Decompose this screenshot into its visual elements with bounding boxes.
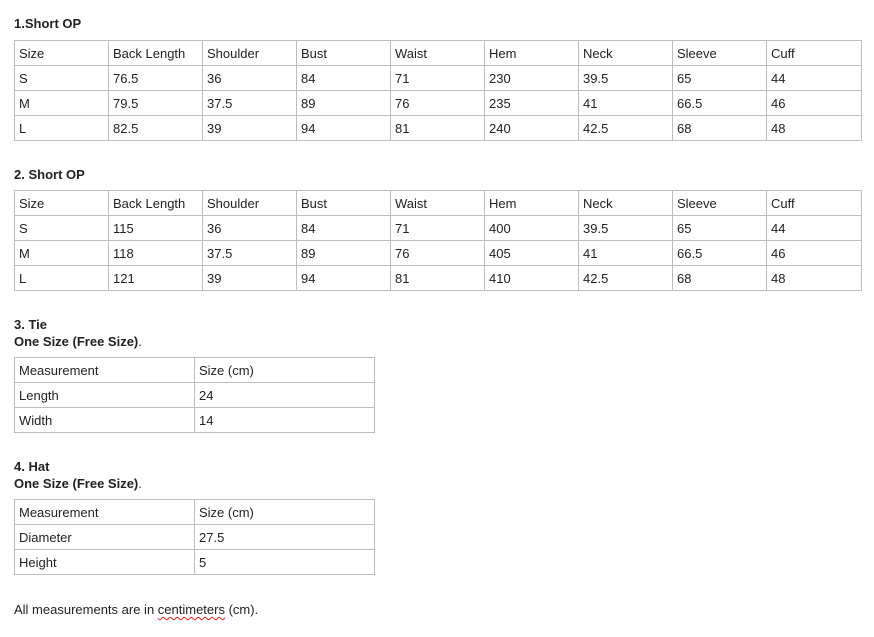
table-cell: 68: [673, 266, 767, 291]
table-cell: 76.5: [109, 66, 203, 91]
table-row: [15, 550, 375, 575]
section-2-title: 2. Short OP: [14, 167, 85, 182]
table-cell: S: [15, 216, 109, 241]
header-cell: Sleeve: [673, 41, 767, 66]
table-cell: 42.5: [579, 266, 673, 291]
table-cell: 39.5: [579, 216, 673, 241]
table-cell: 5: [195, 550, 375, 575]
table-cell: 81: [391, 266, 485, 291]
table-cell: 66.5: [673, 241, 767, 266]
table-cell: 79.5: [109, 91, 203, 116]
table-cell: 68: [673, 116, 767, 141]
table-cell: M: [15, 91, 109, 116]
section-3-title: 3. Tie: [14, 317, 48, 332]
table-cell: 39.5: [579, 66, 673, 91]
table-cell: 94: [297, 266, 391, 291]
table-cell: 235: [485, 91, 579, 116]
header-cell: Size (cm): [195, 500, 375, 525]
table-header-row: [15, 191, 862, 216]
header-cell: Neck: [579, 191, 673, 216]
table-cell: 230: [485, 66, 579, 91]
table-cell: Height: [15, 550, 195, 575]
section-4-title: 4. Hat: [14, 459, 50, 474]
tie-size-table: [14, 357, 375, 433]
table-header-row: [15, 500, 375, 525]
table-cell: 76: [391, 91, 485, 116]
table-cell: 37.5: [203, 91, 297, 116]
note-suffix: (cm).: [224, 602, 259, 617]
short-op-1-size-table: [14, 40, 862, 141]
table-cell: 36: [203, 66, 297, 91]
table-row: [15, 266, 862, 291]
header-cell: Sleeve: [673, 191, 767, 216]
table-cell: 84: [297, 66, 391, 91]
table-row: [15, 241, 862, 266]
section-3-subtitle: [14, 334, 142, 349]
header-cell: Waist: [391, 191, 485, 216]
table-cell: Length: [15, 383, 195, 408]
table-cell: 44: [767, 216, 862, 241]
table-cell: 42.5: [579, 116, 673, 141]
table-cell: 82.5: [109, 116, 203, 141]
table-cell: 89: [297, 91, 391, 116]
header-cell: Size: [15, 191, 109, 216]
table-cell: 41: [579, 241, 673, 266]
header-cell: Shoulder: [203, 191, 297, 216]
measurement-note: [14, 602, 258, 617]
table-header-row: [15, 358, 375, 383]
table-cell: 400: [485, 216, 579, 241]
table-row: [15, 383, 375, 408]
table-row: [15, 216, 862, 241]
table-cell: 65: [673, 216, 767, 241]
header-cell: Cuff: [767, 41, 862, 66]
free-size-label: One Size (Free Size): [14, 476, 139, 491]
header-cell: Back Length: [109, 41, 203, 66]
table-cell: 84: [297, 216, 391, 241]
table-row: [15, 66, 862, 91]
table-cell: 41: [579, 91, 673, 116]
table-cell: 39: [203, 116, 297, 141]
short-op-2-size-table: [14, 190, 862, 291]
note-prefix: All measurements are in: [14, 602, 158, 617]
hat-size-table: [14, 499, 375, 575]
table-cell: Width: [15, 408, 195, 433]
free-size-label: One Size (Free Size): [14, 334, 139, 349]
header-cell: Shoulder: [203, 41, 297, 66]
table-row: [15, 525, 375, 550]
table-cell: S: [15, 66, 109, 91]
table-cell: 240: [485, 116, 579, 141]
header-cell: Waist: [391, 41, 485, 66]
header-cell: Hem: [485, 191, 579, 216]
section-4-subtitle: [14, 476, 142, 491]
header-cell: Size (cm): [195, 358, 375, 383]
table-cell: 76: [391, 241, 485, 266]
table-cell: 37.5: [203, 241, 297, 266]
table-cell: M: [15, 241, 109, 266]
header-cell: Bust: [297, 191, 391, 216]
table-row: [15, 116, 862, 141]
header-cell: Back Length: [109, 191, 203, 216]
spellcheck-word[interactable]: centimeters: [157, 602, 225, 617]
table-cell: 89: [297, 241, 391, 266]
table-cell: 118: [109, 241, 203, 266]
table-cell: 71: [391, 216, 485, 241]
table-cell: 94: [297, 116, 391, 141]
header-cell: Bust: [297, 41, 391, 66]
header-cell: Neck: [579, 41, 673, 66]
table-cell: 27.5: [195, 525, 375, 550]
table-cell: 71: [391, 66, 485, 91]
table-header-row: [15, 41, 862, 66]
header-cell: Measurement: [15, 358, 195, 383]
table-cell: 121: [109, 266, 203, 291]
table-cell: 14: [195, 408, 375, 433]
table-cell: 115: [109, 216, 203, 241]
subtitle-period: .: [138, 334, 142, 349]
header-cell: Hem: [485, 41, 579, 66]
table-cell: 46: [767, 241, 862, 266]
table-cell: 48: [767, 116, 862, 141]
table-cell: 46: [767, 91, 862, 116]
table-cell: 48: [767, 266, 862, 291]
table-cell: L: [15, 116, 109, 141]
table-cell: 405: [485, 241, 579, 266]
table-cell: 410: [485, 266, 579, 291]
header-cell: Measurement: [15, 500, 195, 525]
table-cell: Diameter: [15, 525, 195, 550]
table-cell: 36: [203, 216, 297, 241]
table-cell: 24: [195, 383, 375, 408]
section-1-title: 1.Short OP: [14, 16, 82, 31]
table-cell: 44: [767, 66, 862, 91]
header-cell: Cuff: [767, 191, 862, 216]
table-cell: 65: [673, 66, 767, 91]
subtitle-period: .: [138, 476, 142, 491]
table-cell: 81: [391, 116, 485, 141]
header-cell: Size: [15, 41, 109, 66]
table-row: [15, 91, 862, 116]
table-cell: 39: [203, 266, 297, 291]
table-cell: 66.5: [673, 91, 767, 116]
table-cell: L: [15, 266, 109, 291]
table-row: [15, 408, 375, 433]
